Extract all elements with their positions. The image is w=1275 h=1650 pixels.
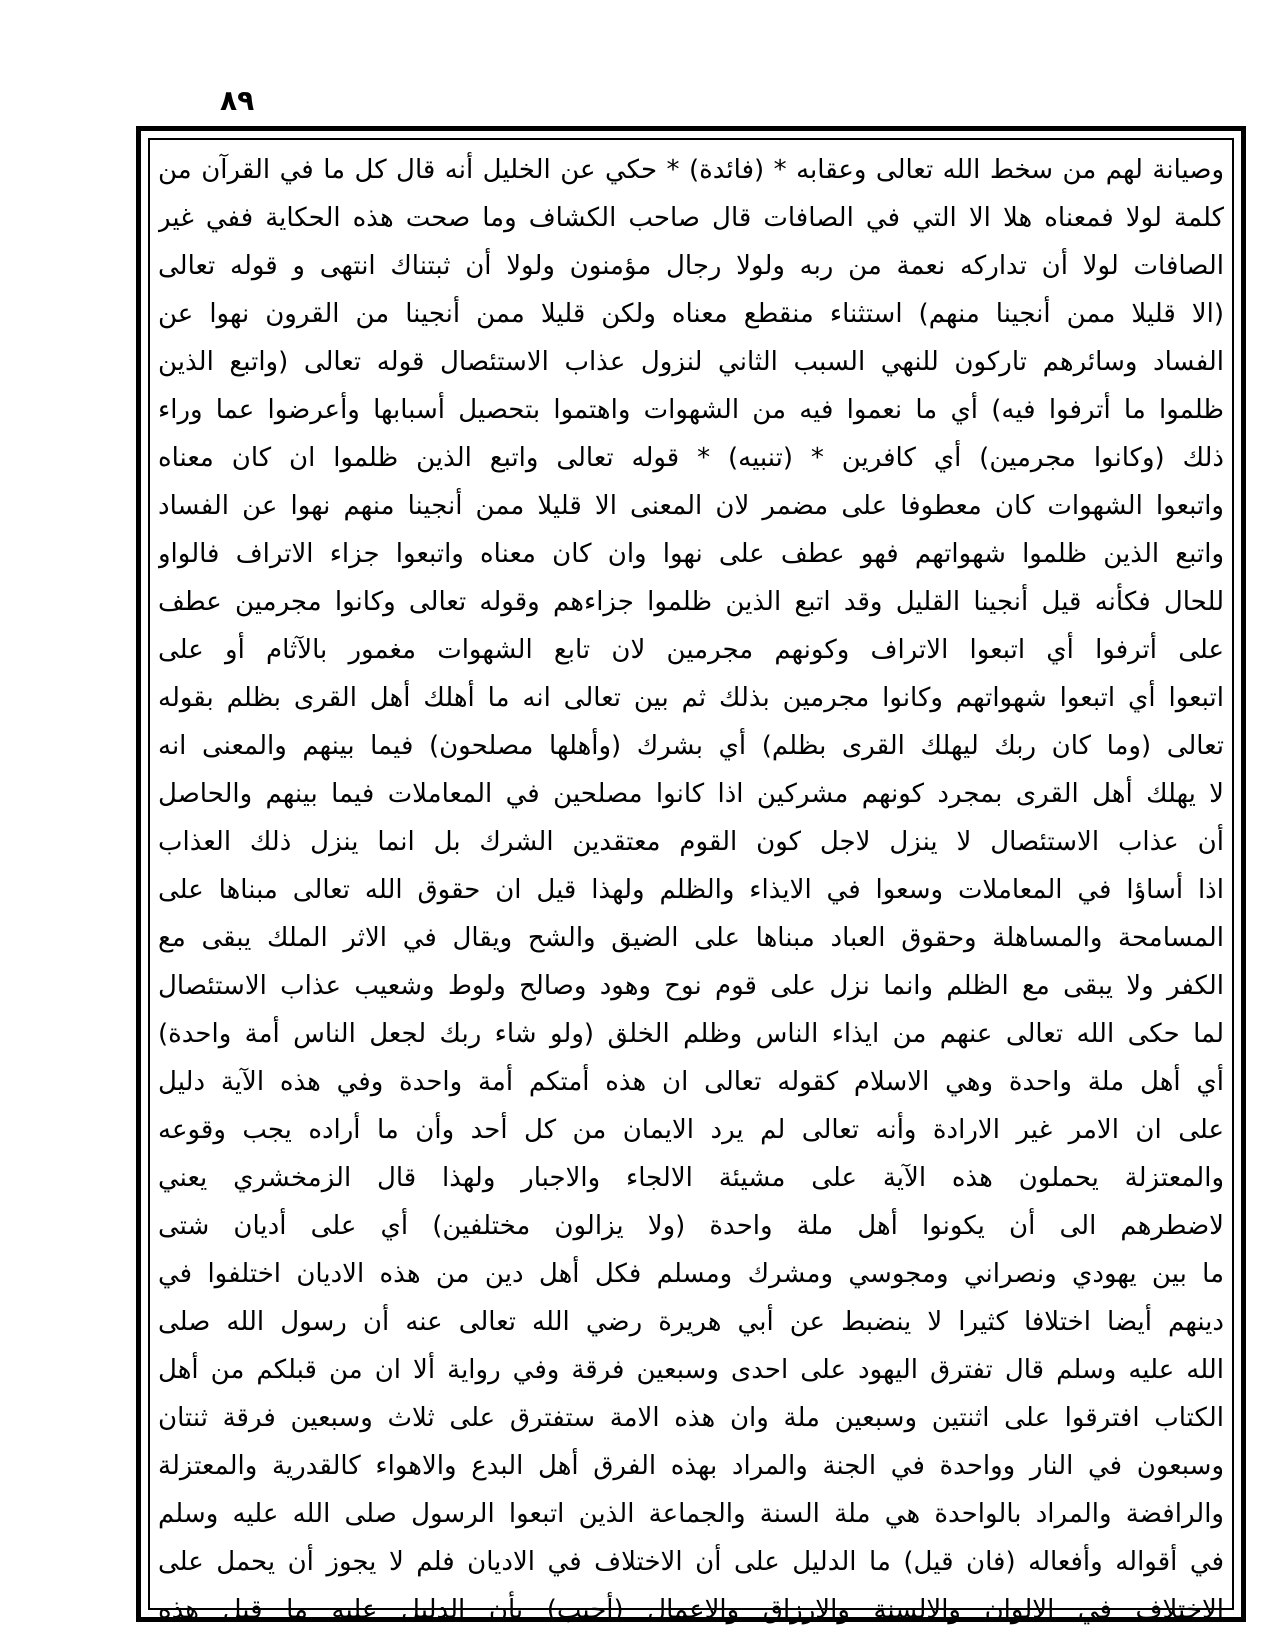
text-line: كلمة لولا فمعناه هلا الا التي في الصافات قال صاحب الكشاف وما صحت هذه الحكاية ففي غير: [158, 203, 1224, 233]
text-line: وصيانة لهم من سخط الله تعالى وعقابه * (فائدة) * حكي عن الخليل أنه قال كل ما في القرآن من: [158, 155, 1224, 185]
text-line: في أقواله وأفعاله (فان قيل) ما الدليل على أن الاختلاف في الاديان فلم لا يجوز أن يحمل على: [158, 1547, 1224, 1577]
body-text: [158, 146, 1224, 1625]
text-line: والمعتزلة يحملون هذه الآية على مشيئة الالجاء والاجبار ولهذا قال الزمخشري يعني: [158, 1163, 1224, 1193]
text-line: ظلموا ما أترفوا فيه) أي ما نعموا فيه من الشهوات واهتموا بتحصيل أسبابها وأعرضوا عما وراء: [158, 395, 1224, 425]
text-line: على ان الامر غير الارادة وأنه تعالى لم يرد الايمان من كل أحد وأن ما أراده يجب وقوعه: [158, 1115, 1224, 1145]
text-line: تعالى (وما كان ربك ليهلك القرى بظلم) أي بشرك (وأهلها مصلحون) فيما بينهم والمعنى انه: [158, 731, 1224, 761]
text-line: الكفر ولا يبقى مع الظلم وانما نزل على قوم نوح وهود وصالح ولوط وشعيب عذاب الاستئصال: [158, 971, 1224, 1001]
text-line: وسبعون في النار وواحدة في الجنة والمراد بهذه الفرق أهل البدع والاهواء كالقدرية والمعتزلة: [158, 1451, 1224, 1481]
text-line: الله عليه وسلم قال تفترق اليهود على احدى وسبعين فرقة وفي رواية ألا ان من قبلكم من أهل: [158, 1355, 1224, 1385]
text-line: لما حكى الله تعالى عنهم من ايذاء الناس وظلم الخلق (ولو شاء ربك لجعل الناس أمة واحدة): [158, 1019, 1224, 1049]
text-line: المسامحة والمساهلة وحقوق العباد مبناها على الضيق والشح ويقال في الاثر الملك يبقى مع: [158, 923, 1224, 953]
text-line: دينهم أيضا اختلافا كثيرا لا ينضبط عن أبي هريرة رضي الله تعالى عنه أن رسول الله صلى: [158, 1307, 1224, 1337]
text-line: اتبعوا أي اتبعوا شهواتهم وكانوا مجرمين بذلك ثم بين تعالى انه ما أهلك أهل القرى بظلم بقوله: [158, 683, 1224, 713]
text-line: لاضطرهم الى أن يكونوا أهل ملة واحدة (ولا يزالون مختلفين) أي على أديان شتى: [158, 1211, 1224, 1241]
text-line: على أترفوا أي اتبعوا الاتراف وكونهم مجرمين لان تابع الشهوات مغمور بالآثام أو على: [158, 635, 1224, 665]
text-line: والرافضة والمراد بالواحدة هي ملة السنة والجماعة الذين اتبعوا الرسول صلى الله عليه وسلم: [158, 1499, 1224, 1529]
text-line: واتبع الذين ظلموا شهواتهم فهو عطف على نهوا وان كان معناه واتبعوا جزاء الاتراف فالواو: [158, 539, 1224, 569]
text-line: الفساد وسائرهم تاركون للنهي السبب الثاني لنزول عذاب الاستئصال قوله تعالى (واتبع الذين: [158, 347, 1224, 377]
text-line: للحال فكأنه قيل أنجينا القليل وقد اتبع الذين ظلموا جزاءهم وقوله تعالى وكانوا مجرمين عطف: [158, 587, 1224, 617]
text-line: الصافات لولا أن تداركه نعمة من ربه ولولا رجال مؤمنون ولولا أن ثبتناك انتهى و قوله تعالى: [158, 251, 1224, 281]
text-line: أي أهل ملة واحدة وهي الاسلام كقوله تعالى ان هذه أمتكم أمة واحدة وفي هذه الآية دليل: [158, 1067, 1224, 1097]
text-line: (الا قليلا ممن أنجينا منهم) استثناء منقطع معناه ولكن قليلا ممن أنجينا من القرون نهوا عن: [158, 299, 1224, 329]
text-line: الاختلاف في الالوان والالسنة والارزاق والاعمال (أجيب) بأن الدليل عليه ما قبل هذه: [158, 1595, 1224, 1625]
page-number: ٨٩: [220, 84, 255, 117]
text-line: اذا أساؤا في المعاملات وسعوا في الايذاء والظلم ولهذا قيل ان حقوق الله تعالى مبناها على: [158, 875, 1224, 905]
text-line: ذلك (وكانوا مجرمين) أي كافرين * (تنبيه) * قوله تعالى واتبع الذين ظلموا ان كان معناه: [158, 443, 1224, 473]
text-line: أن عذاب الاستئصال لا ينزل لاجل كون القوم معتقدين الشرك بل انما ينزل ذلك العذاب: [158, 827, 1224, 857]
text-line: ما بين يهودي ونصراني ومجوسي ومشرك ومسلم فكل أهل دين من هذه الاديان اختلفوا في: [158, 1259, 1224, 1289]
text-line: واتبعوا الشهوات كان معطوفا على مضمر لان المعنى الا قليلا ممن أنجينا منهم نهوا عن الفساد: [158, 491, 1224, 521]
text-line: لا يهلك أهل القرى بمجرد كونهم مشركين اذا كانوا مصلحين في المعاملات فيما بينهم والحاصل: [158, 779, 1224, 809]
text-line: الكتاب افترقوا على اثنتين وسبعين ملة وان هذه الامة ستفترق على ثلاث وسبعين فرقة ثنتان: [158, 1403, 1224, 1433]
